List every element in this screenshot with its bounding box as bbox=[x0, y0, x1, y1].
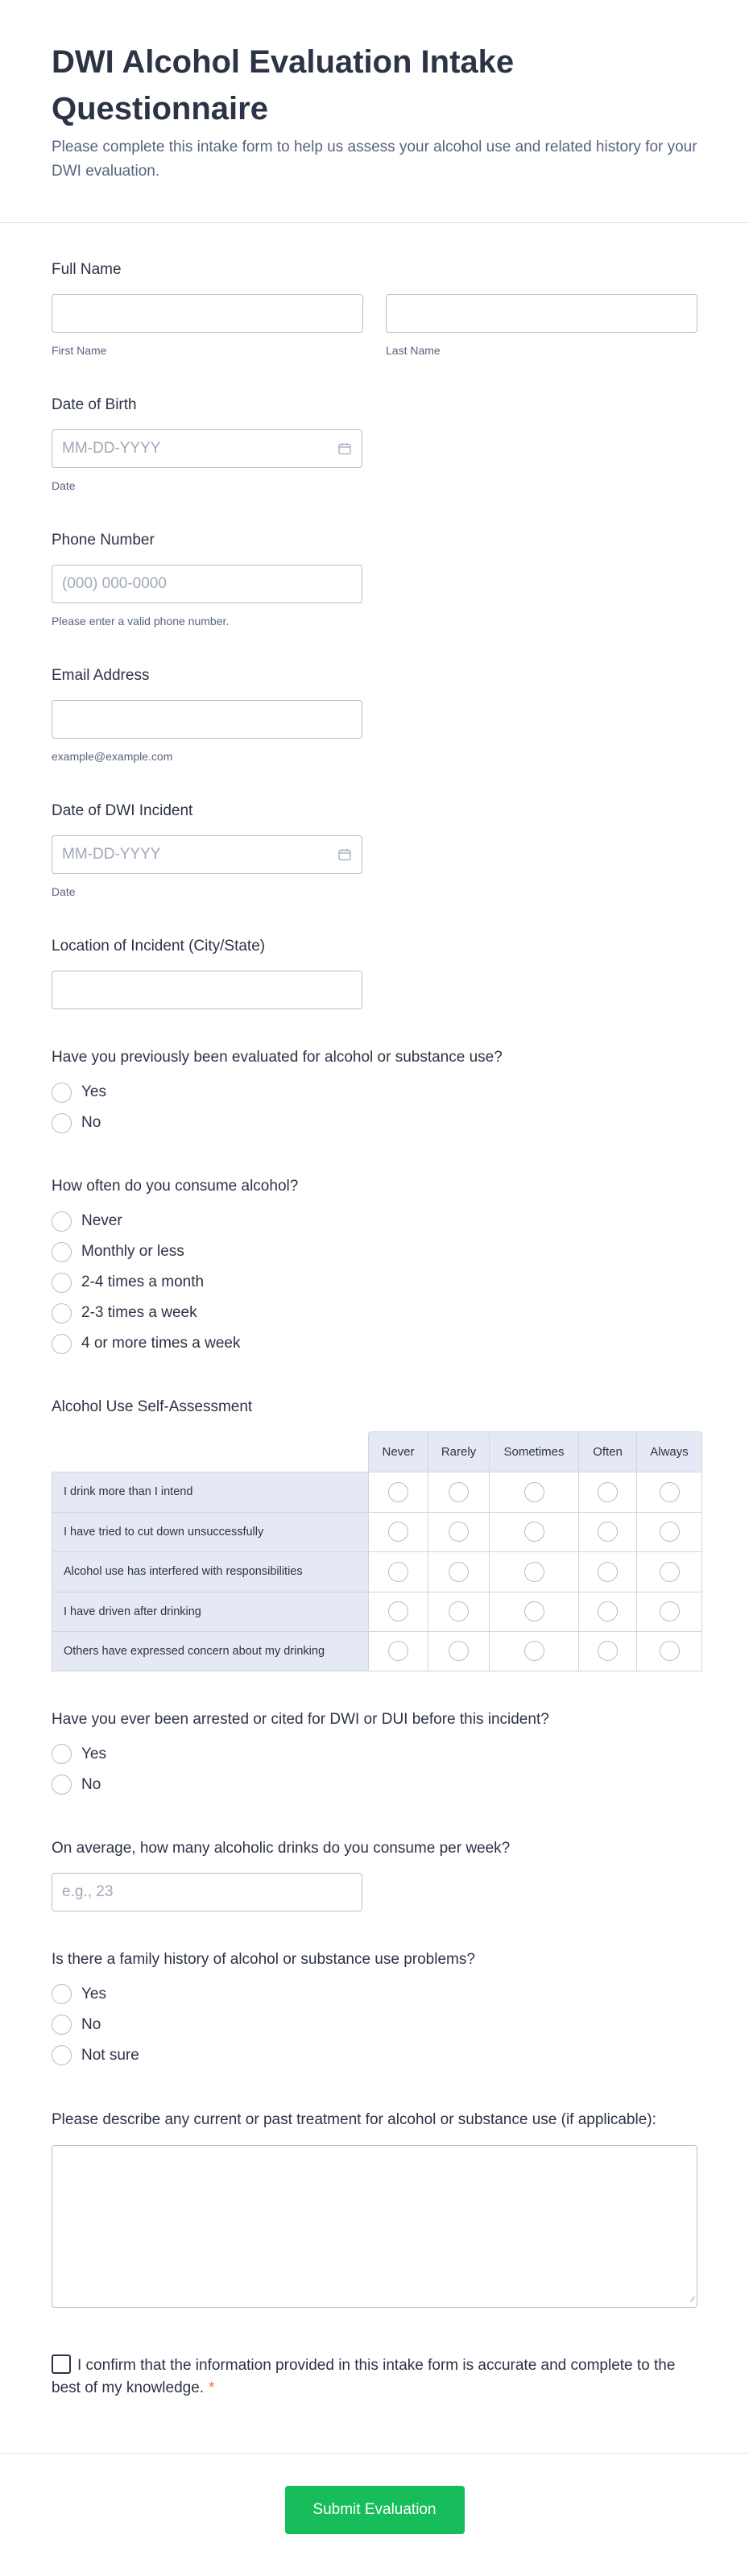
matrix-col-header: Never bbox=[368, 1431, 428, 1472]
matrix-radio-cell[interactable] bbox=[636, 1592, 702, 1632]
incident-date-input[interactable]: MM-DD-YYYY bbox=[52, 835, 362, 874]
prior-arrest-label: Have you ever been arrested or cited for DWI or DUI before this incident? bbox=[52, 1710, 549, 1728]
matrix-radio-cell[interactable] bbox=[368, 1512, 428, 1552]
radio-circle[interactable] bbox=[449, 1641, 469, 1661]
matrix-col-header: Rarely bbox=[428, 1431, 489, 1472]
radio-circle[interactable] bbox=[388, 1522, 408, 1542]
form-header bbox=[0, 0, 749, 223]
full-name-label: Full Name bbox=[52, 261, 122, 278]
radio-circle[interactable] bbox=[449, 1482, 469, 1502]
radio-circle bbox=[52, 1083, 72, 1103]
matrix-radio-cell[interactable] bbox=[489, 1592, 578, 1632]
frequency-field bbox=[52, 1177, 697, 1359]
radio-option[interactable]: 2-4 times a month bbox=[52, 1267, 697, 1298]
radio-option[interactable]: Monthly or less bbox=[52, 1236, 697, 1267]
radio-circle[interactable] bbox=[524, 1562, 544, 1582]
treatment-label: Please describe any current or past treatment for alcohol or substance use (if applicable): bbox=[52, 2110, 656, 2128]
phone-sublabel: Please enter a valid phone number. bbox=[52, 615, 230, 627]
radio-circle[interactable] bbox=[660, 1482, 680, 1502]
self-assessment-matrix bbox=[52, 1431, 697, 1671]
matrix-radio-cell[interactable] bbox=[368, 1592, 428, 1632]
radio-circle[interactable] bbox=[524, 1601, 544, 1621]
dob-placeholder: MM-DD-YYYY bbox=[62, 440, 161, 457]
required-mark: * bbox=[209, 2379, 215, 2396]
treatment-textarea[interactable] bbox=[52, 2145, 697, 2308]
confirm-field bbox=[52, 2354, 697, 2400]
matrix-radio-cell[interactable] bbox=[428, 1472, 489, 1512]
family-history-label: Is there a family history of alcohol or substance use problems? bbox=[52, 1950, 475, 1968]
radio-option[interactable]: Never bbox=[52, 1206, 697, 1236]
page-title: DWI Alcohol Evaluation Intake Questionnaire bbox=[52, 44, 515, 126]
email-sublabel: example@example.com bbox=[52, 750, 173, 763]
radio-circle[interactable] bbox=[660, 1522, 680, 1542]
radio-circle[interactable] bbox=[598, 1522, 618, 1542]
radio-circle[interactable] bbox=[524, 1641, 544, 1661]
location-field bbox=[52, 937, 697, 1009]
matrix-col-header: Always bbox=[636, 1431, 702, 1472]
drinks-week-field bbox=[52, 1839, 697, 1911]
radio-option[interactable]: No bbox=[52, 1108, 697, 1138]
dob-input[interactable] bbox=[52, 429, 362, 468]
resize-handle-icon[interactable]: ⁄⁄ bbox=[691, 2295, 694, 2305]
matrix-radio-cell[interactable] bbox=[578, 1551, 636, 1592]
matrix-radio-cell[interactable] bbox=[636, 1551, 702, 1592]
treatment-field bbox=[52, 2110, 697, 2308]
radio-circle[interactable] bbox=[598, 1601, 618, 1621]
matrix-row-label: I have tried to cut down unsuccessfully bbox=[52, 1512, 368, 1552]
matrix-field bbox=[52, 1398, 697, 1671]
family-history-field bbox=[52, 1950, 697, 2071]
location-input[interactable] bbox=[52, 971, 362, 1009]
prev-eval-label: Have you previously been evaluated for alcohol or substance use? bbox=[52, 1049, 503, 1066]
radio-circle[interactable] bbox=[388, 1482, 408, 1502]
form-footer bbox=[0, 2453, 749, 2576]
last-name-input[interactable] bbox=[386, 294, 697, 333]
matrix-radio-cell[interactable] bbox=[368, 1551, 428, 1592]
matrix-row-label: I have driven after drinking bbox=[52, 1592, 368, 1632]
dob-field bbox=[52, 396, 697, 492]
matrix-radio-cell[interactable] bbox=[636, 1631, 702, 1671]
radio-circle bbox=[52, 1113, 72, 1133]
radio-circle[interactable] bbox=[660, 1562, 680, 1582]
radio-circle[interactable] bbox=[524, 1482, 544, 1502]
page-description: Please complete this intake form to help us assess your alcohol use and related history for your DWI evaluation. bbox=[52, 139, 697, 180]
submit-button[interactable]: Submit Evaluation bbox=[285, 2486, 465, 2534]
radio-option[interactable]: Yes bbox=[52, 1739, 697, 1770]
drinks-week-label: On average, how many alcoholic drinks do you consume per week? bbox=[52, 1839, 511, 1857]
radio-option[interactable]: 4 or more times a week bbox=[52, 1328, 697, 1359]
radio-circle[interactable] bbox=[598, 1562, 618, 1582]
radio-option[interactable]: No bbox=[52, 1770, 697, 1800]
dob-sublabel: Date bbox=[52, 479, 76, 492]
intake-form bbox=[0, 260, 749, 2400]
matrix-radio-cell[interactable] bbox=[368, 1631, 428, 1671]
matrix-radio-cell[interactable] bbox=[428, 1631, 489, 1671]
drinks-week-input[interactable]: e.g., 23 bbox=[52, 1873, 362, 1911]
matrix-col-header: Often bbox=[578, 1431, 636, 1472]
prior-arrest-field bbox=[52, 1710, 697, 1800]
matrix-label: Alcohol Use Self-Assessment bbox=[52, 1398, 253, 1415]
matrix-radio-cell[interactable] bbox=[578, 1631, 636, 1671]
matrix-radio-cell[interactable] bbox=[489, 1472, 578, 1512]
matrix-row-label: I drink more than I intend bbox=[52, 1472, 368, 1512]
radio-circle[interactable] bbox=[598, 1482, 618, 1502]
matrix-radio-cell[interactable] bbox=[428, 1592, 489, 1632]
first-name-sublabel: First Name bbox=[52, 344, 107, 357]
radio-circle[interactable] bbox=[388, 1601, 408, 1621]
matrix-radio-cell[interactable] bbox=[428, 1512, 489, 1552]
radio-circle[interactable] bbox=[388, 1562, 408, 1582]
radio-option[interactable]: 2-3 times a week bbox=[52, 1298, 697, 1328]
phone-input[interactable]: (000) 000-0000 bbox=[52, 565, 362, 603]
radio-circle[interactable] bbox=[449, 1601, 469, 1621]
incident-date-field bbox=[52, 801, 697, 898]
calendar-icon[interactable] bbox=[337, 847, 352, 862]
first-name-input[interactable] bbox=[52, 294, 363, 333]
email-input[interactable] bbox=[52, 700, 362, 739]
confirm-text: I confirm that the information provided in this intake form is accurate and complete to the best of my knowledge. bbox=[52, 2356, 676, 2396]
radio-circle[interactable] bbox=[660, 1601, 680, 1621]
phone-field bbox=[52, 531, 697, 627]
radio-circle[interactable] bbox=[449, 1522, 469, 1542]
matrix-radio-cell[interactable] bbox=[489, 1512, 578, 1552]
radio-option[interactable]: No bbox=[52, 2010, 697, 2040]
dob-label: Date of Birth bbox=[52, 396, 137, 413]
matrix-row-label: Others have expressed concern about my drinking bbox=[52, 1631, 368, 1671]
radio-circle[interactable] bbox=[598, 1641, 618, 1661]
matrix-radio-cell[interactable] bbox=[578, 1592, 636, 1632]
radio-circle[interactable] bbox=[660, 1641, 680, 1661]
email-label: Email Address bbox=[52, 667, 150, 684]
matrix-col-header: Sometimes bbox=[489, 1431, 578, 1472]
matrix-radio-cell[interactable] bbox=[489, 1551, 578, 1592]
matrix-radio-cell[interactable] bbox=[636, 1512, 702, 1552]
location-label: Location of Incident (City/State) bbox=[52, 938, 266, 955]
email-field bbox=[52, 666, 697, 763]
frequency-label: How often do you consume alcohol? bbox=[52, 1178, 299, 1195]
matrix-radio-cell[interactable] bbox=[578, 1472, 636, 1512]
last-name-sublabel: Last Name bbox=[386, 344, 441, 357]
confirm-checkbox[interactable] bbox=[52, 2354, 71, 2374]
incident-date-sublabel: Date bbox=[52, 885, 76, 898]
matrix-radio-cell[interactable] bbox=[578, 1512, 636, 1552]
radio-option[interactable]: Not sure bbox=[52, 2040, 697, 2071]
matrix-radio-cell[interactable] bbox=[428, 1551, 489, 1592]
matrix-radio-cell[interactable] bbox=[636, 1472, 702, 1512]
matrix-row-label: Alcohol use has interfered with responsibilities bbox=[52, 1551, 368, 1592]
matrix-radio-cell[interactable] bbox=[368, 1472, 428, 1512]
prev-eval-field bbox=[52, 1048, 697, 1138]
phone-label: Phone Number bbox=[52, 532, 155, 549]
incident-date-label: Date of DWI Incident bbox=[52, 802, 193, 819]
radio-option[interactable]: Yes bbox=[52, 1077, 697, 1108]
full-name-field bbox=[52, 260, 697, 357]
radio-circle[interactable] bbox=[449, 1562, 469, 1582]
radio-circle[interactable] bbox=[524, 1522, 544, 1542]
radio-option[interactable]: Yes bbox=[52, 1979, 697, 2010]
calendar-icon[interactable] bbox=[337, 441, 352, 456]
matrix-radio-cell[interactable] bbox=[489, 1631, 578, 1671]
radio-circle[interactable] bbox=[388, 1641, 408, 1661]
